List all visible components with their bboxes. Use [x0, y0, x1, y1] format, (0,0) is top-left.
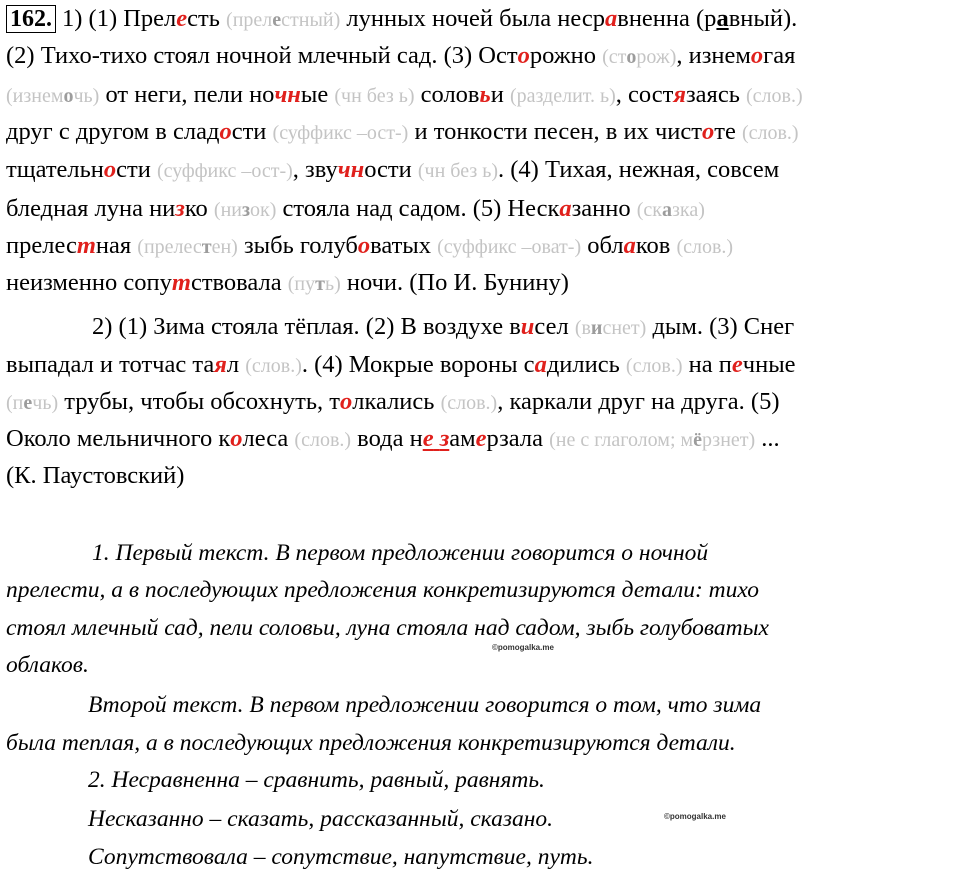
hint: (слов.) [625, 355, 683, 377]
text1-line-5: тщательности (суффикс –ост-), звучности (чн без ь). (4) Тихая, нежная, совсем [6, 156, 780, 183]
text1-line-3: (изнемочь) от неги, пели ночные (чн без ь) соловьи (разделит. ь), состязаясь (слов.) [6, 81, 803, 108]
text: вненна (р [617, 5, 717, 32]
highlight: а [716, 5, 729, 32]
text1-line-1 [6, 4, 797, 35]
highlight: а [605, 5, 618, 32]
text: сть [187, 5, 227, 32]
hint: (изнемочь) [6, 85, 100, 107]
text1-line-7: прелестная (прелестен) зыбь голубоватых (суффикс –оват-) облаков (слов.) [6, 232, 734, 259]
answer-p5: Сопутствовала – сопутствие, напутствие, путь. [88, 844, 594, 870]
text1-line-6: бледная луна низко (низок) стояла над садом. (5) Несказанно (сказка) [6, 195, 705, 222]
hint: (печь) [6, 392, 59, 414]
highlight: е [176, 5, 188, 32]
hint: (прелестен) [137, 236, 238, 258]
hint: (суффикс –оват-) [437, 236, 582, 258]
hint: (слов.) [294, 429, 352, 451]
hint: (чн без ь) [417, 160, 499, 182]
answer-p1-line-4: облаков. [6, 652, 89, 678]
text1-line-4: друг с другом в сладости (суффикс –ост-) и тонкости песен, в их чистоте (слов.) [6, 118, 799, 145]
text: 1) (1) Прел [62, 5, 177, 32]
watermark: ©pomogalka.me [492, 643, 554, 652]
hint: (суффикс –ост-) [272, 122, 409, 144]
hint: (слов.) [440, 392, 498, 414]
text1-line-8: неизменно сопутствовала (путь) ночи. (По И. Бунину) [6, 269, 569, 296]
exercise-number: 162. [6, 5, 56, 33]
text2-line-3: (печь) трубы, чтобы обсохнуть, толкались (слов.), каркали друг на друга. (5) [6, 388, 780, 415]
hint: (не с глаголом; мёрзнет) [549, 429, 756, 451]
answer-p1-line-2: прелести, а в последующих предложения конкретизируются детали: тихо [6, 577, 759, 603]
text2-line-5: (К. Паустовский) [6, 462, 185, 489]
hint: (виснет) [574, 317, 647, 339]
hint: (низок) [213, 199, 277, 221]
answer-p1-line-3: стоял млечный сад, пели соловьи, луна стояла над садом, зыбь голубоватых [6, 615, 769, 641]
text1-line-2: (2) Тихо-тихо стоял ночной млечный сад. (3) Осторожно (сторож), изнемогая [6, 42, 796, 69]
hint: (чн без ь) [334, 85, 415, 107]
watermark: ©pomogalka.me [664, 812, 726, 821]
answer-p2-line-2: была теплая, а в последующих предложения конкретизируются детали. [6, 730, 736, 756]
hint: (сторож) [602, 46, 677, 68]
hint: (суффикс –ост-) [156, 160, 293, 182]
hint: (разделит. ь) [509, 85, 616, 107]
text2-line-1: 2) (1) Зима стояла тёплая. (2) В воздухе висел (виснет) дым. (3) Снег [92, 313, 795, 340]
text: вный). [728, 5, 798, 32]
hint: (слов.) [746, 85, 803, 107]
hint: (путь) [287, 273, 341, 295]
hint: (слов.) [676, 236, 734, 258]
answer-p4: Несказанно – сказать, рассказанный, сказано. [88, 806, 554, 832]
text2-line-2: выпадал и тотчас таял (слов.). (4) Мокрые вороны садились (слов.) на печные [6, 351, 796, 378]
text2-line-4: Около мельничного колеса (слов.) вода не замерзала (не с глаголом; мёрзнет) ... [6, 425, 780, 452]
answer-p2-line-1: Второй текст. В первом предложении говорится о том, что зима [88, 692, 762, 718]
hint: (слов.) [741, 122, 799, 144]
answer-p1-line-1: 1. Первый текст. В первом предложении говорится о ночной [92, 540, 709, 566]
text: лунных ночей была неср [340, 5, 605, 32]
hint: (слов.) [245, 355, 302, 377]
hint: (сказка) [636, 199, 705, 221]
answer-p3: 2. Несравненна – сравнить, равный, равнять. [88, 767, 545, 793]
hint: (прелестный) [226, 9, 341, 31]
